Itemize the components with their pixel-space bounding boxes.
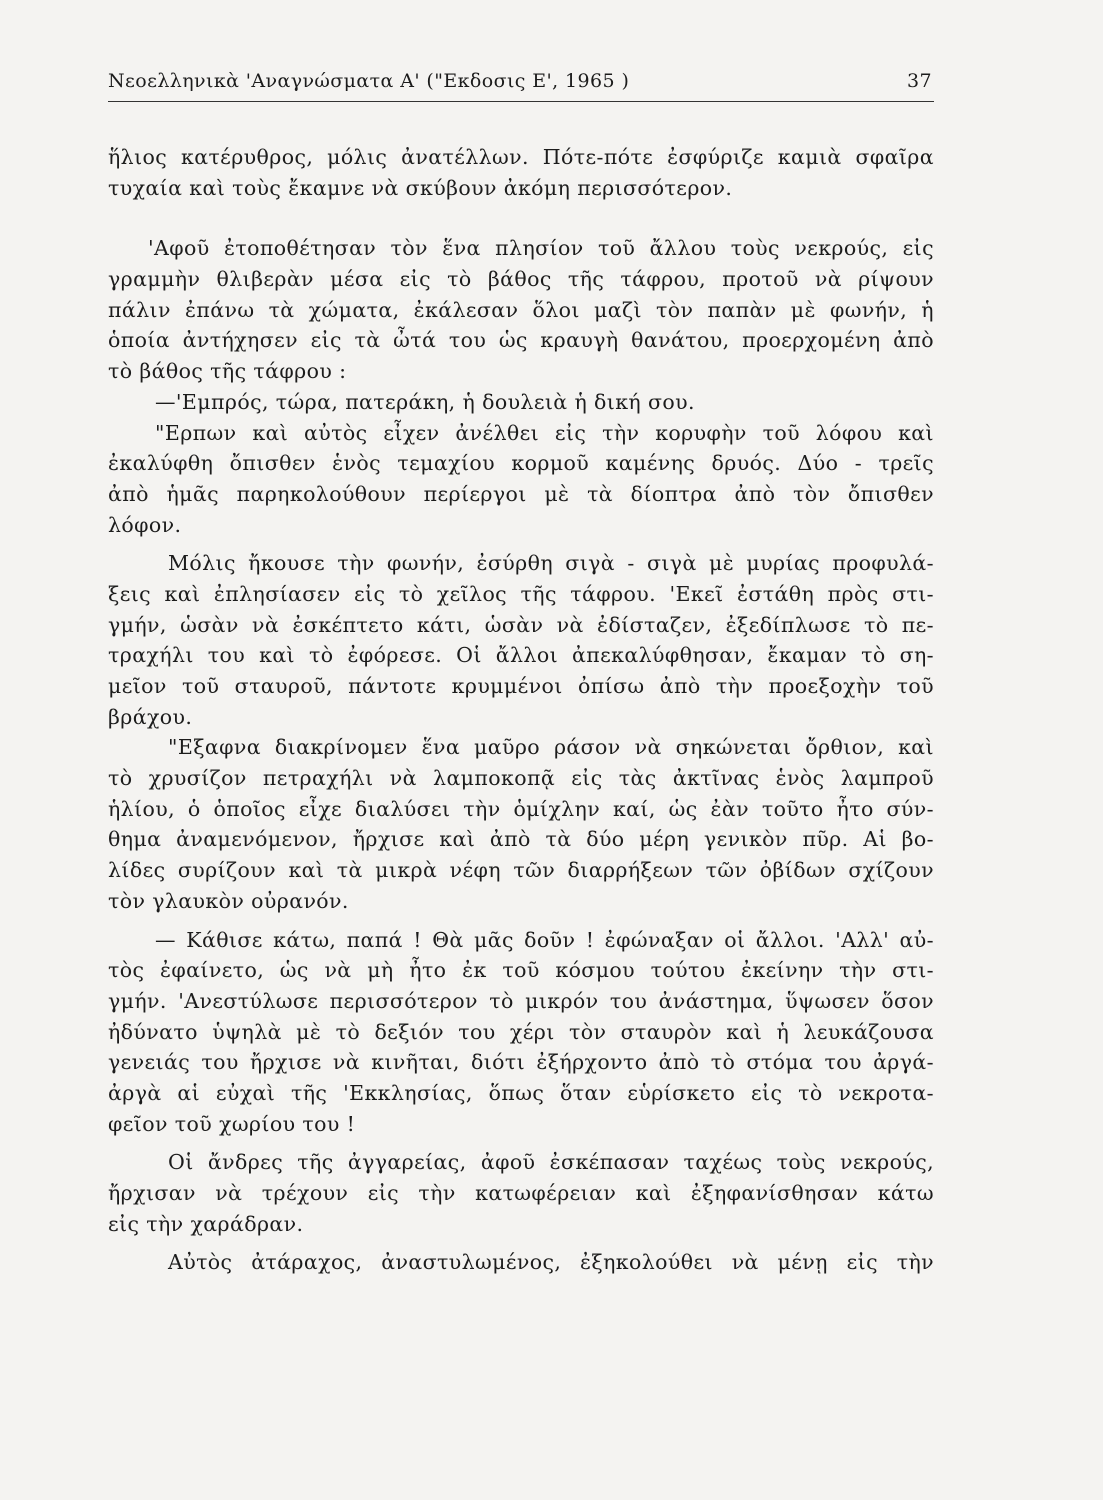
text-line: "Εξαφνα διακρίνομεν ἕνα μαῦρο ράσον νὰ σηκώνεται ὄρθιον, καὶ bbox=[168, 735, 934, 760]
paragraph bbox=[108, 418, 934, 541]
text-line: ἤρχισαν νὰ τρέχουν εἰς τὴν κατωφέρειαν καὶ ἐξηφανίσθησαν κάτω bbox=[108, 1181, 934, 1205]
text-line: τυχαία καὶ τοὺς ἔκαμνε νὰ σκύβουν ἀκόμη περισσότερον. bbox=[108, 175, 733, 200]
text-line: ξεις καὶ ἐπλησίασεν εἰς τὸ χεῖλος τῆς τάφρου. 'Εκεῖ ἐστάθη πρὸς στι- bbox=[108, 581, 934, 606]
paragraph bbox=[108, 387, 934, 418]
paragraph bbox=[108, 233, 934, 386]
text-line: τὸ βάθος τῆς τάφρου : bbox=[108, 359, 347, 384]
running-title: Νεοελληνικὰ 'Αναγνώσματα Α' ("Εκδοσις Ε', 1965 ) bbox=[108, 70, 630, 92]
text-line: ὁποία ἀντήχησεν εἰς τὰ ὦτά του ὡς κραυγὴ θανάτου, προερχομένη ἀπὸ bbox=[108, 328, 934, 353]
text-line: Οἱ ἄνδρες τῆς ἀγγαρείας, ἀφοῦ ἐσκέπασαν ταχέως τοὺς νεκρούς, bbox=[168, 1150, 934, 1175]
paragraph bbox=[108, 1247, 934, 1278]
text-line: Αὐτὸς ἀτάραχος, ἀναστυλωμένος, ἐξηκολούθει νὰ μένῃ εἰς τὴν bbox=[168, 1250, 934, 1275]
text-line: τραχήλι του καὶ τὸ ἐφόρεσε. Οἱ ἄλλοι ἀπεκαλύφθησαν, ἔκαμαν τὸ ση- bbox=[108, 643, 934, 668]
text-line: μεῖον τοῦ σταυροῦ, πάντοτε κρυμμένοι ὀπίσω ἀπὸ τὴν προεξοχὴν τοῦ bbox=[108, 674, 934, 698]
text-line: ἠδύνατο ὑψηλὰ μὲ τὸ δεξιόν του χέρι τὸν σταυρὸν καὶ ἡ λευκάζουσα bbox=[108, 1019, 934, 1044]
text-line: 'Αφοῦ ἐτοποθέτησαν τὸν ἕνα πλησίον τοῦ ἄλλου τοὺς νεκρούς, εἰς bbox=[148, 236, 934, 261]
text-line: τὸ χρυσίζον πετραχήλι νὰ λαμποκοπᾷ εἰς τὰς ἀκτῖνας ἑνὸς λαμπροῦ bbox=[108, 766, 934, 791]
header-rule bbox=[108, 101, 934, 102]
text-line: ἀργὰ αἱ εὐχαὶ τῆς 'Εκκλησίας, ὅπως ὅταν εὑρίσκετο εἰς τὸ νεκροτα- bbox=[108, 1080, 934, 1105]
text-line: πάλιν ἐπάνω τὰ χώματα, ἐκάλεσαν ὅλοι μαζὶ τὸν παπὰν μὲ φωνήν, ἡ bbox=[108, 297, 934, 322]
paragraph bbox=[108, 732, 934, 916]
text-line: ἐκαλύφθη ὄπισθεν ἑνὸς τεμαχίου κορμοῦ καμένης δρυός. Δύο - τρεῖς bbox=[108, 451, 934, 476]
text-line: φεῖον τοῦ χωρίου του ! bbox=[108, 1111, 356, 1136]
paragraph bbox=[108, 142, 934, 203]
text-line: "Ερπων καὶ αὐτὸς εἶχεν ἀνέλθει εἰς τὴν κορυφὴν τοῦ λόφου καὶ bbox=[155, 420, 934, 445]
text-line: ἥλιος κατέρυθρος, μόλις ἀνατέλλων. Πότε-πότε ἐσφύριζε καμιὰ σφαῖρα bbox=[108, 145, 934, 169]
text-line: γμήν, ὡσὰν νὰ ἐσκέπτετο κάτι, ὡσὰν νὰ ἐδίσταζεν, ἐξεδίπλωσε τὸ πε- bbox=[108, 612, 934, 637]
text-line: Μόλις ἤκουσε τὴν φωνήν, ἐσύρθη σιγὰ - σιγὰ μὲ μυρίας προφυλά- bbox=[168, 551, 934, 576]
page-number: 37 bbox=[907, 70, 932, 92]
paragraph bbox=[108, 1147, 934, 1239]
paragraph bbox=[108, 548, 934, 732]
text-line: λίδες συρίζουν καὶ τὰ μικρὰ νέφη τῶν διαρρήξεων τῶν ὀβίδων σχίζουν bbox=[108, 858, 934, 883]
paragraph bbox=[108, 925, 934, 1140]
text-line: τὸν γλαυκὸν οὐρανόν. bbox=[108, 888, 349, 913]
body-text bbox=[108, 142, 934, 1278]
text-line: —'Εμπρός, τώρα, πατεράκη, ἡ δουλειὰ ἡ δική σου. bbox=[155, 389, 695, 414]
text-line: εἰς τὴν χαράδραν. bbox=[108, 1211, 304, 1236]
text-line: ἀπὸ ἡμᾶς παρηκολούθουν περίεργοι μὲ τὰ δίοπτρα ἀπὸ τὸν ὄπισθεν bbox=[108, 481, 934, 506]
text-line: τὸς ἐφαίνετο, ὡς νὰ μὴ ἦτο ἐκ τοῦ κόσμου τούτου ἐκείνην τὴν στι- bbox=[108, 958, 934, 983]
text-line: βράχου. bbox=[108, 704, 193, 729]
text-line: γμήν. 'Ανεστύλωσε περισσότερον τὸ μικρόν του ἀνάστημα, ὕψωσεν ὅσον bbox=[108, 988, 934, 1013]
text-line: θημα ἀναμενόμενον, ἤρχισε καὶ ἀπὸ τὰ δύο μέρη γενικὸν πῦρ. Αἱ βο- bbox=[108, 827, 934, 852]
text-line: γενειάς του ἤρχισε νὰ κινῆται, διότι ἐξήρχοντο ἀπὸ τὸ στόμα του ἀργά- bbox=[108, 1050, 934, 1075]
running-header bbox=[108, 70, 932, 104]
text-line: — Κάθισε κάτω, παπά ! Θὰ μᾶς δοῦν ! ἐφώναξαν οἱ ἄλλοι. 'Αλλ' αὐ- bbox=[155, 927, 934, 952]
text-line: γραμμὴν θλιβερὰν μέσα εἰς τὸ βάθος τῆς τάφρου, προτοῦ νὰ ρίψουν bbox=[108, 267, 934, 292]
text-line: λόφον. bbox=[108, 512, 182, 537]
text-line: ἡλίου, ὁ ὁποῖος εἶχε διαλύσει τὴν ὁμίχλην καί, ὡς ἐὰν τοῦτο ἦτο σύν- bbox=[108, 796, 934, 821]
